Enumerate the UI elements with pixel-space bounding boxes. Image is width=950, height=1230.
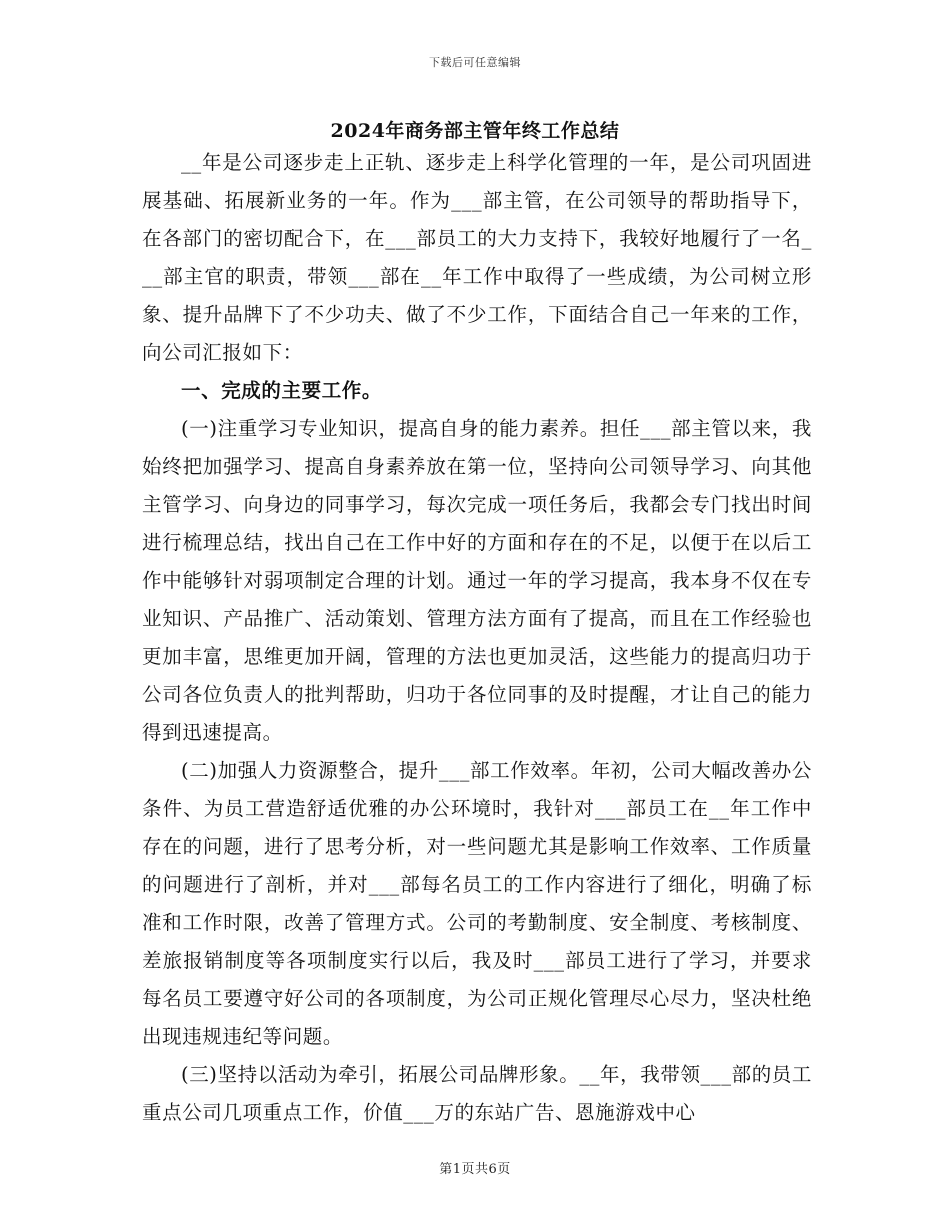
section-heading-main-work: 一、完成的主要工作。	[181, 379, 383, 402]
paragraph-item-3: (三)坚持以活动为牵引，拓展公司品牌形象。__年，我带领___部的员工重点公司几项重点工作，价值___万的东站广告、恩施游戏中心	[142, 1063, 812, 1124]
paragraph-item-2: (二)加强人力资源整合，提升___部工作效率。年初，公司大幅改善办公条件、为员工营造舒适优雅的办公环境时，我针对___部员工在__年工作中存在的问题，进行了思考分析，对一些问题尤其是影响工作效率、工作质量的问题进行了剖析，并对___部每名员工的工作内容进行了细化，明确了标准和工作时限，改善了管理方式。公司的考勤制度、安全制度、考核制度、差旅报销制度等各项制度实行以后，我及时___部员工进行了学习，并要求每名员工要遵守好公司的各项制度，为公司正规化管理尽心尽力，坚决杜绝出现违规违纪等问题。	[142, 759, 812, 1048]
page-header-note: 下载后可任意编辑	[429, 56, 521, 69]
document-body	[142, 144, 812, 1132]
document-title: 2024年商务部主管年终工作总结	[330, 120, 620, 142]
intro-paragraph: __年是公司逐步走上正轨、逐步走上科学化管理的一年，是公司巩固进展基础、拓展新业务的一年。作为___部主管，在公司领导的帮助指导下，在各部门的密切配合下，在___部员工的大力支持下，我较好地履行了一名___部主官的职责，带领___部在__年工作中取得了一些成绩，为公司树立形象、提升品牌下了不少功夫、做了不少工作，下面结合自己一年来的工作，向公司汇报如下：	[142, 151, 812, 364]
paragraph-item-1: (一)注重学习专业知识，提高自身的能力素养。担任___部主管以来，我始终把加强学习、提高自身素养放在第一位，坚持向公司领导学习、向其他主管学习、向身边的同事学习，每次完成一项任务后，我都会专门找出时间进行梳理总结，找出自己在工作中好的方面和存在的不足，以便于在以后工作中能够针对弱项制定合理的计划。通过一年的学习提高，我本身不仅在专业知识、产品推广、活动策划、管理方法方面有了提高，而且在工作经验也更加丰富，思维更加开阔，管理的方法也更加灵活，这些能力的提高归功于公司各位负责人的批判帮助，归功于各位同事的及时提醒，才让自己的能力得到迅速提高。	[142, 417, 812, 744]
page-number: 第1页共6页	[439, 1162, 511, 1177]
